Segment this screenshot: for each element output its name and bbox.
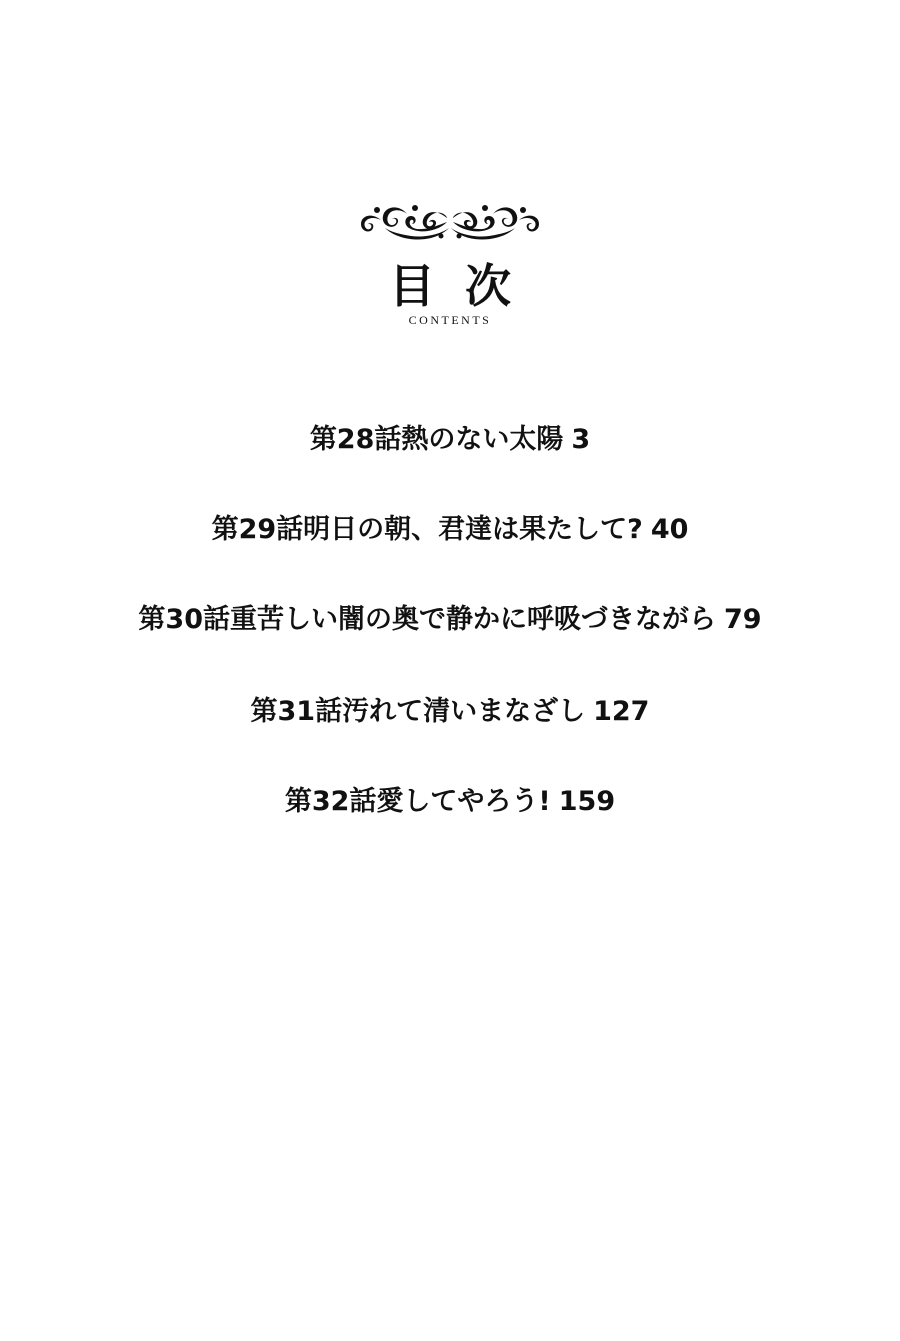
page-number: 127 [593, 696, 650, 727]
episode-title: 明日の朝、君達は果たして? [303, 514, 643, 545]
episode-title: 愛してやろう! [376, 786, 551, 817]
page-number: 40 [650, 514, 689, 545]
episode-title: 重苦しい闇の奥で静かに呼吸づきながら [230, 604, 716, 635]
toc-entry[interactable] [0, 692, 900, 733]
toc-entry[interactable] [0, 510, 900, 551]
episode-number: 第32話 [284, 786, 377, 817]
page-subtitle: CONTENTS [408, 313, 492, 327]
page-number: 3 [571, 424, 591, 455]
episode-number: 第30話 [138, 604, 230, 635]
episode-number: 第31話 [250, 696, 343, 727]
floral-flourish-icon [355, 198, 545, 248]
episode-title: 熱のない太陽 [401, 424, 564, 455]
toc-entry[interactable] [0, 782, 900, 823]
episode-title: 汚れて清いまなざし [342, 696, 586, 727]
page-number: 159 [558, 786, 616, 817]
toc-entry[interactable] [0, 600, 900, 641]
episode-number: 第29話 [211, 514, 304, 545]
page-title: 目次 [389, 259, 541, 313]
page-number: 79 [724, 604, 762, 635]
toc-entry[interactable] [0, 420, 900, 461]
episode-number: 第28話 [309, 424, 402, 455]
